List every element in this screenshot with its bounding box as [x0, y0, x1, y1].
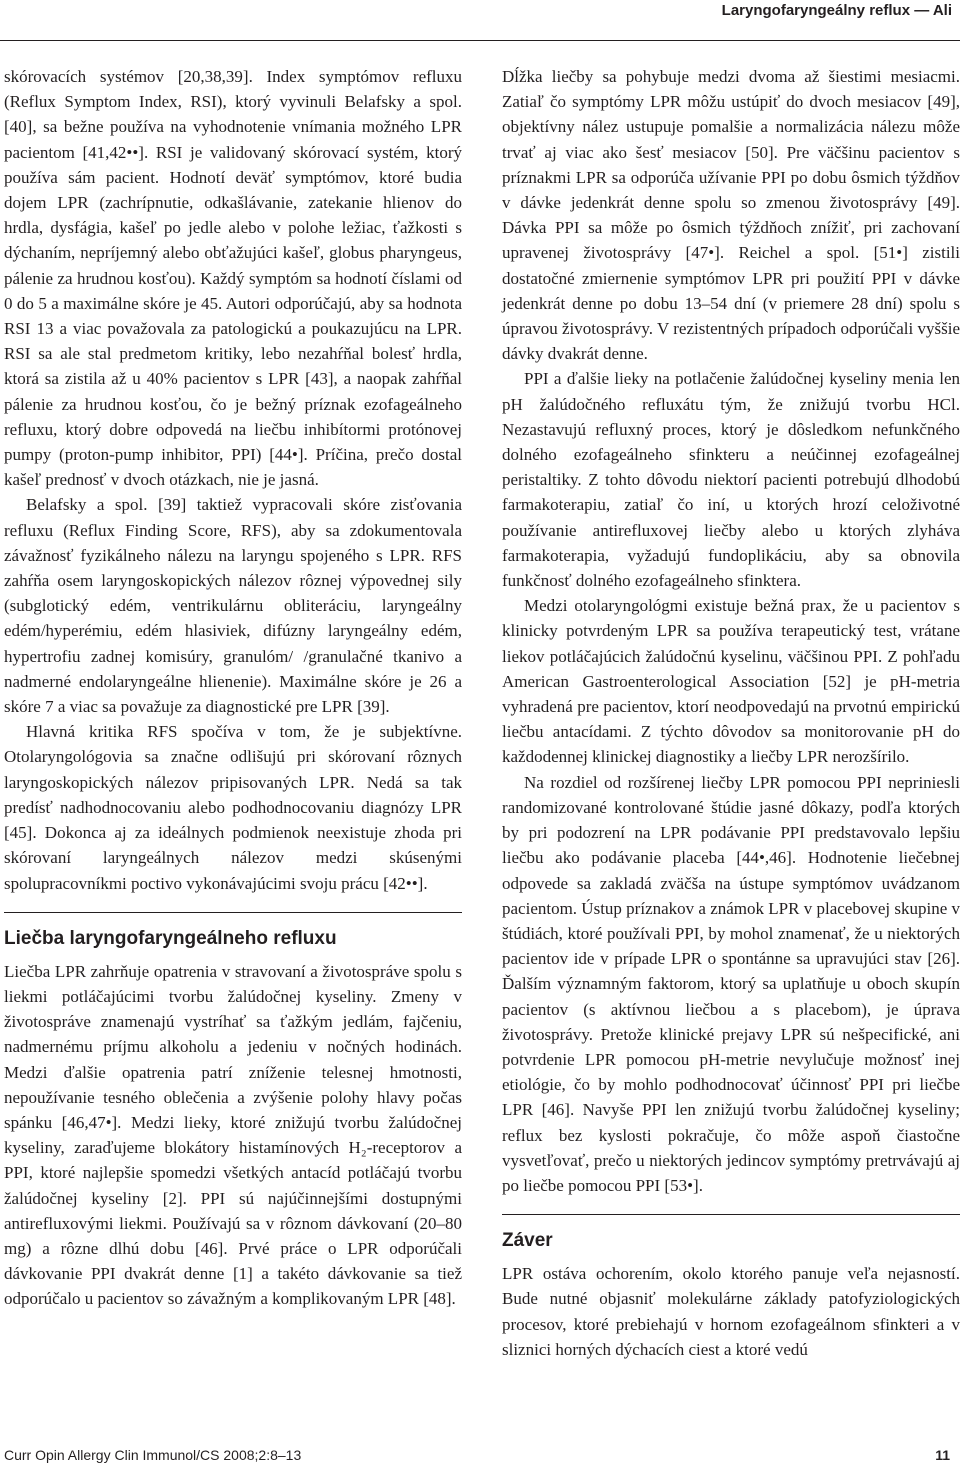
- running-title: Laryngofaryngeálny reflux — Ali: [721, 2, 952, 19]
- section-divider: [4, 912, 462, 913]
- page-number: 11: [935, 1447, 950, 1463]
- right-paragraph-2: PPI a ďalšie lieky na potlačenie žalúdočnej kyseliny menia len pH žalúdočného refluxátu tým, že znižujú tvorbu HCl. Nezastavujú refluxný proces, ktorý je dôsledkom nefunkčného dolného ezofageálneho sfinkteru a neúčinnej ezofageálnej peristaltiky. Z tohto dôvodu niektorí pacienti potrebujú dlhodobú farmakoterapiu, zatiaľ čo iní, u ktorých hrozí celoživotné používanie antirefluxovej liečby alebo u ktorých zlyháva farmakoterapia, vyžadujú fundoplikáciu, aby sa obnovila funkčnosť dolného ezofageálneho sfinktera.: [502, 369, 960, 591]
- page-footer: [0, 1440, 960, 1469]
- left-paragraph-2: Belafsky a spol. [39] taktiež vypracovali skóre zisťovania refluxu (Reflux Finding Score, RFS), aby sa zdokumentovala závažnosť fyzikálneho nálezu na laryngu spojeného s LPR. RFS zahŕňa osem laryngoskopických nálezov rôznej výpovednej sily (subglotický edém, ventrikulárnu obliteráciu, laryngeálny edém/hyperémiu, edém hlasiviek, difúzny laryngeálny edém, hypertrofiu zadnej komisúry, granulóm/ /granulačné tkanivo a nadmerné endolaryngeálne hlienenie). Maximálne skóre je 26 a skóre 7 a viac sa považuje za diagnostické pre LPR [39].: [4, 495, 462, 717]
- section-heading-treatment: Liečba laryngofaryngeálneho refluxu: [4, 927, 337, 949]
- right-paragraph-3: Medzi otolaryngológmi existuje bežná prax, že u pacientov s klinicky potvrdeným LPR sa používa terapeutický test, vrátane liekov potláčajúcich žalúdočnú kyselinu, väčšinou PPI. Z pohľadu American Gastroenterological Association [52] je pH-metria vyhradená pre pacientov, ktorí neodpovedajú na prvotnú empirickú liečbu antacídami. Z týchto dôvodov sa monitorovanie pH do každodennej klinickej diagnostiky a liečby LPR nerozšírilo.: [502, 596, 960, 767]
- journal-citation: Curr Opin Allergy Clin Immunol/CS 2008;2:8–13: [4, 1447, 302, 1463]
- right-paragraph-4: Na rozdiel od rozšírenej liečby LPR pomocou PPI nepriniesli randomizované kontrolované štúdie jasné dôkazy, podľa ktorých by pri podozrení na LPR podávanie PPI predstavovalo lepšiu liečbu ako podávanie placeba [44•,46]. Hodnotenie liečebnej odpovede sa zakladá zväčša na ústupe symptómov uvádzanom pacientom. Ústup príznakov a známok LPR v placebovej skupine v štúdiách, ktoré používali PPI, by mohol znamenať, že u niektorých pacientov ide v prípade LPR o spontánne sa upravujúci stav [26]. Ďalším významným faktorom, ktorý sa uplatňuje u oboch skupín pacientov (s aktívnou liečbou a s placebom), je úprava životosprávy. Pretože klinické prejavy LPR sú nešpecifické, ani potvrdenie LPR pomocou pH-metrie nevylučuje možnosť inej etiológie, čo by mohlo podhodnocovať účinnosť PPI pri liečbe LPR [46]. Navyše PPI len znižujú tvorbu žalúdočnej kyseliny; reflux bez kyslosti pokračuje, čo môže aspoň čiastočne vysvetľovať, prečo u niektorých jedincov symptómy pretrvávajú aj po liečbe pomocou PPI [53•].: [502, 772, 960, 1195]
- left-paragraph-3: Hlavná kritika RFS spočíva v tom, že je subjektívne. Otolaryngológovia sa značne odlišujú pri skórovaní rôznych laryngoskopických nálezov pripisovaných LPR. Nedá sa tak predísť nadhodnocovaniu alebo podhodnocovaniu diagnózy LPR [45]. Dokonca aj za ideálnych podmienok neexistuje zhoda pri skórovaní laryngeálnych nálezov medzi skúsenými spolupracovníkmi poctivo vykonávajúcimi svoju prácu [42••].: [4, 722, 462, 893]
- section-divider: [502, 1214, 960, 1215]
- conclusion-paragraph-1: LPR ostáva ochorením, okolo ktorého panuje veľa nejasností. Bude nutné objasniť molekulárne základy patofyziologických procesov, ktoré prebiehajú v hornom ezofageálnom sfinkteri a v sliznici horných dýchacích ciest a ktoré vedú: [502, 1264, 960, 1359]
- right-paragraph-1: Dĺžka liečby sa pohybuje medzi dvoma až šiestimi mesiacmi. Zatiaľ čo symptómy LPR môžu ustúpiť do dvoch mesiacov [49], objektívny nález ustupuje pomalšie a normalizácia nálezu môže trvať aj viac ako šesť mesiacov [50]. Pre väčšinu pacientov s príznakmi LPR sa odporúča užívanie PPI po dobu ôsmich týždňov v dávke jedenkrát denne spolu so zmenou životosprávy [49]. Dávka PPI sa môže po ôsmich týždňoch znížiť, pri zachovaní upravenej životosprávy [47•]. Reichel a spol. [51•] zistili dostatočné zmiernenie symptómov LPR pri použití PPI v dávke jedenkrát denne po dobu 13–54 dní (v priemere 28 dní) spolu s úpravou životosprávy. V rezistentných prípadoch odporúčali vyššie dávky dvakrát denne.: [502, 67, 960, 364]
- treatment-paragraph-1: Liečba LPR zahrňuje opatrenia v stravovaní a životospráve spolu s liekmi potláčajúcimi tvorbu žalúdočnej kyseliny. Zmeny v životospráve znamenajú vystríhať sa ťažkým jedlám, fajčeniu, nadmernému príjmu alkoholu a jedeniu v nočných hodinách. Medzi ďalšie opatrenia patrí zníženie telesnej hmotnosti, nepoužívanie tesného oblečenia a zvýšenie polohy hlavy počas spánku [46,47•]. Medzi lieky, ktoré znižujú tvorbu žalúdočnej kyseliny, zaraďujeme blokátory histamínových H₂-receptorov a PPI, ktoré najlepšie spomedzi všetkých antacíd potláčajú tvorbu žalúdočnej kyseliny [2]. PPI sú najúčinnejšími dostupnými antirefluxovými liekmi. Používajú sa v rôznom dávkovaní (20–80 mg) a rôzne dlhú dobu [46]. Prvé práce o LPR odporúčali dávkovanie PPI dvakrát denne [1] a takéto dávkovanie sa tiež odporúčalo u pacientov so závažným a komplikovaným LPR [48].: [4, 961, 462, 1309]
- header-rule: [0, 40, 960, 41]
- left-paragraph-1: skórovacích systémov [20,38,39]. Index symptómov refluxu (Reflux Symptom Index, RSI), ktorý vyvinuli Belafsky a spol. [40], sa bežne používa na vyhodnotenie vnímania možného LPR pacientom [41,42••]. RSI je validovaný skórovací systém, ktorý používa sám pacient. Hodnotí deväť symptómov, ktoré budia dojem LPR (zachrípnutie, odkašlávanie, zatekanie hlienov do hrdla, dysfágia, kašeľ po jedle alebo v polohe ležiac, ťažkosti s dýchaním, nepríjemný alebo obťažujúci kašeľ, globus pharyngeus, pálenie za hrudnou kosťou). Každý symptóm sa hodnotí číslami od 0 do 5 a maximálne skóre je 45. Autori odporúčajú, aby sa hodnota RSI 13 a viac považovala za patologickú a poukazujúcu na LPR. RSI sa ale stal predmetom kritiky, lebo nezahŕňal bolesť hrdla, ktorá sa zistila až u 40% pacientov s LPR [43], a naopak zahŕňal pálenie za hrudnou kosťou, čo je bežný príznak ezofageálneho refluxu, ktorý dobre odpovedá na liečbu inhibítormi protónovej pumpy (proton-pump inhibitor, PPI) [44•]. Príčina, prečo dostal kašeľ prednosť v dvoch otázkach, nie je jasná.: [4, 67, 462, 490]
- right-column: [502, 64, 960, 1362]
- left-column: [4, 64, 462, 1312]
- running-header: [0, 0, 960, 40]
- section-heading-conclusion: Záver: [502, 1230, 553, 1252]
